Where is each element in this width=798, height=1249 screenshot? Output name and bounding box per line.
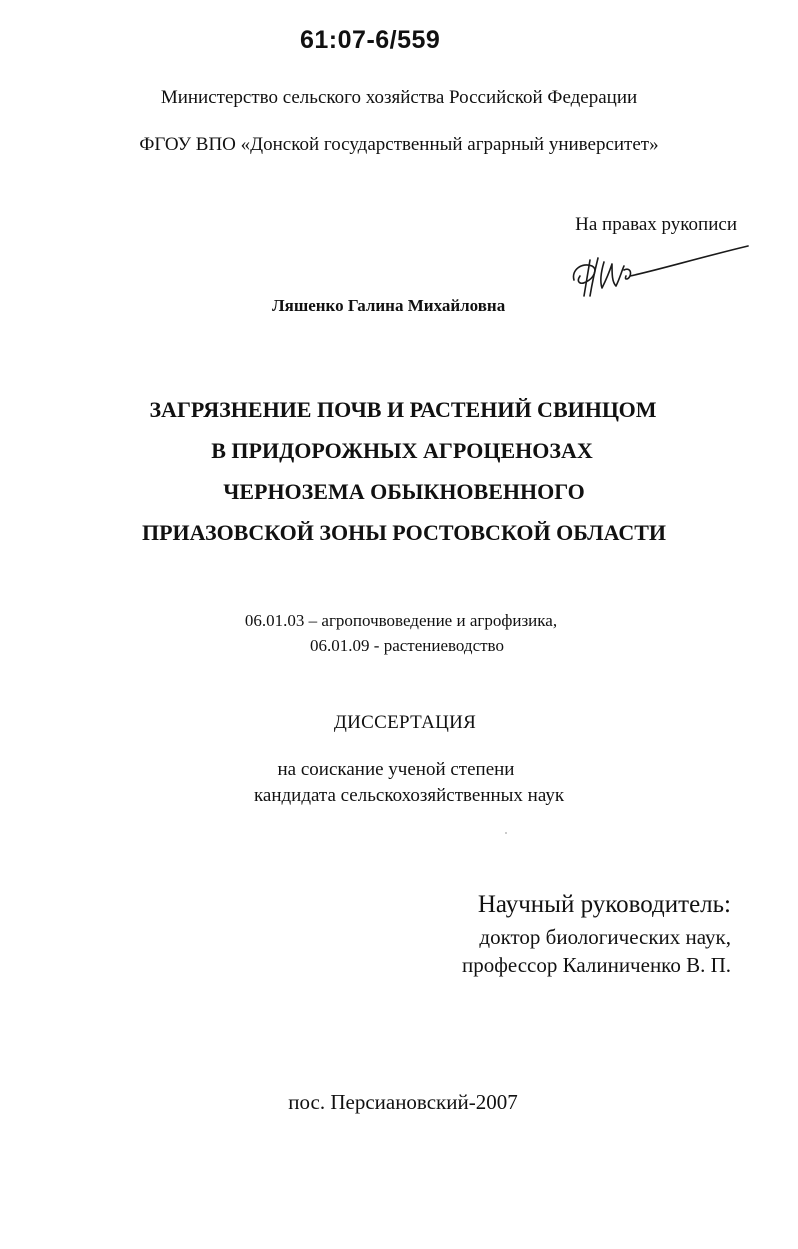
catalog-number: 61:07-6/559	[300, 26, 441, 54]
scan-speck	[505, 832, 507, 834]
degree-line: кандидата сельскохозяйственных наук	[253, 785, 565, 806]
dissertation-title-line: ЧЕРНОЗЕМА ОБЫКНОВЕННОГО	[223, 479, 585, 504]
dissertation-title-line: ЗАГРЯЗНЕНИЕ ПОЧВ И РАСТЕНИЙ СВИНЦОМ	[149, 397, 657, 422]
supervisor-degree: доктор биологических наук,	[479, 925, 731, 949]
dissertation-title-line: ПРИАЗОВСКОЙ ЗОНЫ РОСТОВСКОЙ ОБЛАСТИ	[141, 520, 667, 545]
signature-image	[568, 240, 750, 302]
university-name: ФГОУ ВПО «Донской государственный аграрный университет»	[139, 134, 659, 155]
author-name: Ляшенко Галина Михайловна	[272, 296, 506, 315]
ministry-name: Министерство сельского хозяйства Российской Федерации	[160, 87, 638, 108]
document-type: ДИССЕРТАЦИЯ	[333, 712, 477, 733]
place-and-year: пос. Персиановский-2007	[288, 1090, 518, 1114]
dissertation-title-line: В ПРИДОРОЖНЫХ АГРОЦЕНОЗАХ	[211, 438, 593, 463]
manuscript-rights-note: На правах рукописи	[575, 214, 737, 235]
supervisor-name: профессор Калиниченко В. П.	[462, 953, 731, 977]
specialty-code: 06.01.09 - растениеводство	[310, 636, 504, 655]
supervisor-heading: Научный руководитель:	[477, 891, 731, 918]
specialty-code: 06.01.03 – агропочвоведение и агрофизика,	[244, 611, 558, 630]
degree-line: на соискание ученой степени	[277, 759, 515, 780]
